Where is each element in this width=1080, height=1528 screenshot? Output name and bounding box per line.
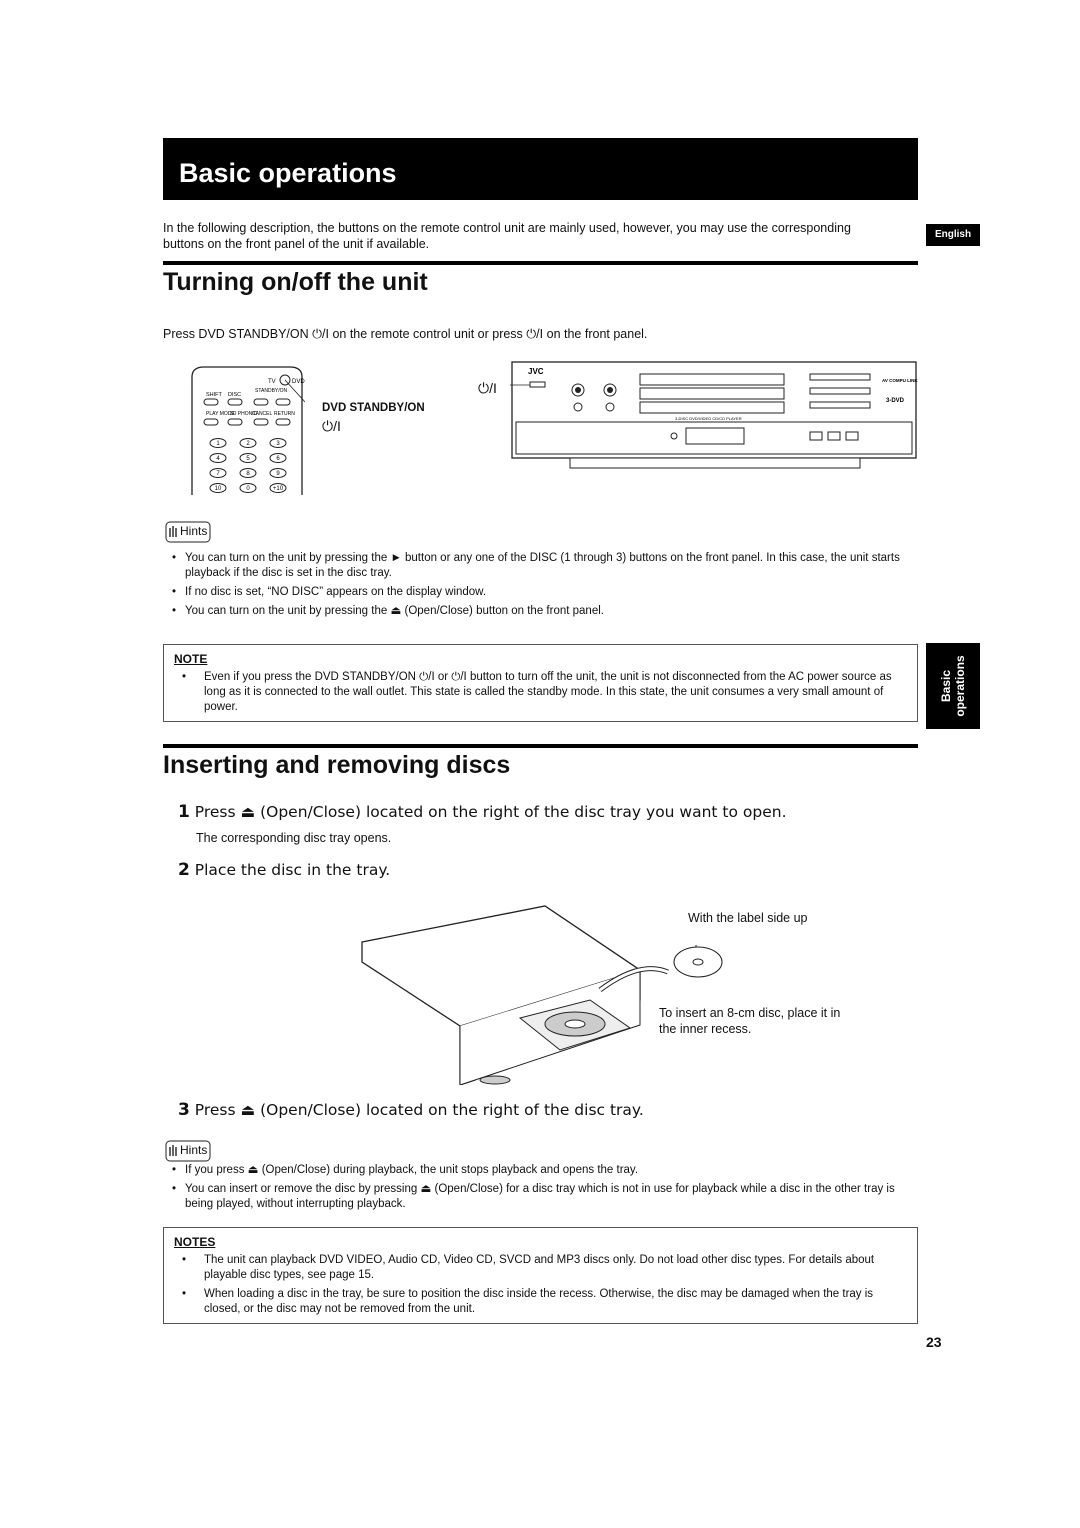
step-1-sub: The corresponding disc tray opens.	[196, 831, 392, 845]
power-symbol-icon: ⏻/I	[526, 327, 544, 341]
three-dvd-logo: 3-DVD	[886, 398, 905, 404]
section-rule	[163, 744, 918, 748]
svg-text:0: 0	[246, 486, 250, 492]
side-tab-line-2: operations	[953, 655, 967, 717]
remote-shift-label: SHIFT	[206, 392, 222, 398]
svg-text:CANCEL: CANCEL	[252, 411, 273, 417]
dvd-standby-callout: DVD STANDBY/ON	[322, 402, 425, 414]
svg-text:1: 1	[216, 441, 220, 447]
step-number: 2	[178, 860, 190, 880]
notes-list	[182, 1253, 908, 1321]
notes-heading: NOTES	[174, 1235, 216, 1249]
list-item: • You can insert or remove the disc by pressing ⏏ (Open/Close) for a disc tray which is not in use for playback while a disc in the other tray is being played, without interrupting playback.	[172, 1182, 918, 1212]
list-item: • The unit can playback DVD VIDEO, Audio CD, Video CD, SVCD and MP3 discs only. Do not load other disc types. For details about playable disc types, see page 15.	[182, 1253, 908, 1283]
svg-text:STANDBY/ON: STANDBY/ON	[255, 388, 288, 394]
side-tab-label	[939, 655, 967, 716]
notes-box	[163, 1227, 918, 1324]
step-text: Place the disc in the tray.	[194, 861, 391, 879]
list-item: • Even if you press the DVD STANDBY/ON ⏻/I or ⏻/I button to turn off the unit, the unit is not disconnected from the AC power source as long as it is connected to the wall outlet. This state is called the standby mode. In this state, the unit consumes a very small amount of power.	[182, 670, 908, 715]
svg-text:3D PHONIC: 3D PHONIC	[230, 411, 258, 417]
note-heading: NOTE	[174, 652, 208, 666]
hints-list-1	[172, 551, 918, 623]
list-item: • When loading a disc in the tray, be sure to position the disc inside the recess. Otherwise, the disc may be damaged when the tray is closed, or the disc may not be removed from the unit.	[182, 1287, 908, 1317]
power-symbol-icon: ⏻/I	[312, 327, 329, 341]
step-2	[178, 860, 390, 880]
instruction-part-c: on the front panel.	[546, 327, 648, 341]
svg-text:DISC: DISC	[228, 392, 242, 398]
power-instruction	[163, 326, 923, 342]
hints-badge	[165, 521, 211, 548]
step-text: Press ⏏ (Open/Close) located on the right of the disc tray.	[194, 1101, 644, 1119]
dvd-player-drawing	[510, 360, 920, 472]
svg-text:9: 9	[276, 471, 280, 477]
power-symbol-icon: ⏻/I	[322, 418, 341, 434]
disc-tray-illustration	[360, 900, 680, 1085]
jvc-logo: JVC	[528, 367, 544, 376]
disc-icon	[672, 945, 724, 979]
compu-link-logo: AV COMPU LINK	[882, 378, 918, 383]
section-heading-inserting: Inserting and removing discs	[163, 751, 511, 779]
page-title: Basic operations	[179, 158, 397, 188]
note-box	[163, 644, 918, 722]
intro-text: In the following description, the buttons on the remote control unit are mainly used, however, you may use the corresponding buttons on the front panel of the unit if available.	[163, 221, 851, 251]
hints-label: Hints	[180, 1143, 208, 1157]
step-number: 3	[178, 1100, 190, 1120]
svg-text:5: 5	[246, 456, 250, 462]
instruction-part-b: on the remote control unit or press	[332, 327, 523, 341]
hints-label: Hints	[180, 524, 208, 538]
remote-control-illustration	[190, 365, 305, 495]
svg-text:8: 8	[246, 471, 250, 477]
disc-drawing	[672, 945, 724, 979]
label-side-up-caption: With the label side up	[688, 911, 808, 925]
svg-text:6: 6	[276, 456, 280, 462]
side-tab-line-1: Basic	[939, 669, 953, 703]
instruction-part-a: Press DVD STANDBY/ON	[163, 327, 309, 341]
svg-text:3: 3	[276, 441, 280, 447]
section-rule	[163, 261, 918, 265]
svg-text:4: 4	[216, 456, 220, 462]
step-text: Press ⏏ (Open/Close) located on the right of the disc tray you want to open.	[194, 803, 787, 821]
svg-text:PLAY MODE: PLAY MODE	[206, 411, 235, 417]
list-item: • You can turn on the unit by pressing the ► button or any one of the DISC (1 through 3) buttons on the front panel. In this case, the unit starts playback if the disc is set in the disc tray.	[172, 551, 918, 581]
svg-text:2: 2	[246, 441, 250, 447]
page-number: 23	[926, 1334, 942, 1350]
power-symbol-icon: ⏻/I	[478, 380, 497, 396]
insert-8cm-caption: To insert an 8-cm disc, place it in the inner recess.	[659, 1006, 841, 1036]
hints-list-2	[172, 1163, 918, 1216]
list-item: • If you press ⏏ (Open/Close) during playback, the unit stops playback and opens the tray.	[172, 1163, 918, 1178]
disc-tray-drawing	[360, 900, 680, 1085]
svg-text:10: 10	[214, 486, 222, 492]
svg-text:+10: +10	[272, 486, 284, 492]
list-item: • You can turn on the unit by pressing the ⏏ (Open/Close) button on the front panel.	[172, 604, 918, 619]
model-text: 3-DISC DVD/VIDEO CD/CD PLAYER	[675, 416, 742, 421]
svg-text:7: 7	[216, 471, 220, 477]
dvd-player-front-illustration	[510, 360, 920, 472]
step-number: 1	[178, 802, 190, 822]
step-1	[178, 802, 787, 822]
svg-text:RETURN: RETURN	[274, 411, 295, 417]
language-tab: English	[926, 224, 980, 246]
title-bar	[163, 138, 918, 200]
remote-dvd-label: DVD	[292, 379, 305, 385]
note-list	[182, 670, 908, 719]
remote-control-drawing	[190, 365, 305, 495]
list-item: • If no disc is set, “NO DISC” appears on the display window.	[172, 585, 918, 600]
remote-tv-label: TV	[268, 379, 276, 385]
side-tab-basic-operations	[926, 643, 980, 729]
step-3	[178, 1100, 644, 1120]
section-heading-turning: Turning on/off the unit	[163, 268, 428, 296]
